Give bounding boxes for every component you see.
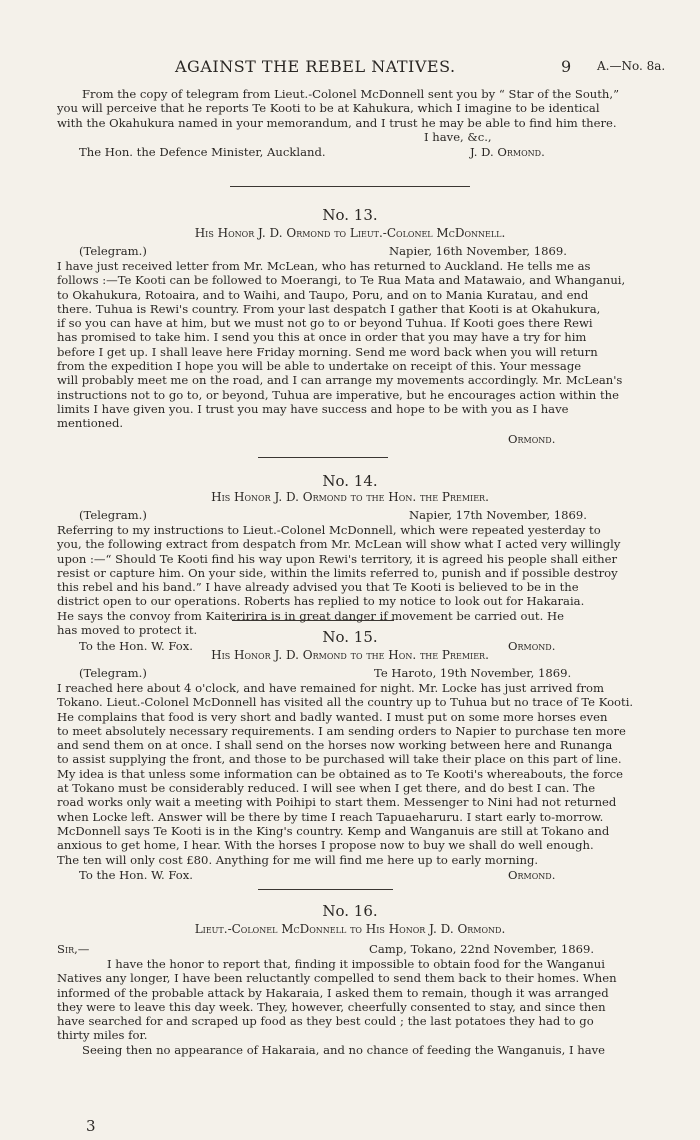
sheet-number: 3 <box>86 1117 96 1135</box>
section-divider <box>232 620 394 621</box>
body-line: if so you can have at him, but we must not go to or beyond Tuhua. If Kooti goes there Rewi <box>57 316 593 331</box>
intro-closing: I have, &c., <box>424 130 492 144</box>
section-heading-13: No. 13. <box>322 206 378 224</box>
body-line: Tokano. Lieut.-Colonel McDonnell has visited all the country up to Tuhua but no trace of Te Kooti. <box>57 695 634 710</box>
body-line: Natives any longer, I have been reluctantly compelled to send them back to their homes. When <box>57 971 617 986</box>
body-line: anxious to get home, I hear. With the horses I propose now to buy we shall do well enough. <box>57 838 594 853</box>
letter-meta-16 <box>57 942 653 957</box>
section-subheading-15: His Honor J. D. Ormond to the Hon. the Premier. <box>211 648 489 662</box>
body-line: instructions not to go to, or beyond, Tuhua are imperative, but he encourages action within the <box>57 387 619 402</box>
body-line: at Tokano must be considerably reduced. I will see when I get there, and do best I can. The <box>57 781 596 796</box>
place-date: Te Haroto, 19th November, 1869. <box>374 666 572 680</box>
telegram-label: (Telegram.) <box>79 244 147 258</box>
section-subheading-16: Lieut.-Colonel McDonnell to His Honor J. D. Ormond. <box>194 922 506 936</box>
section-divider <box>230 186 470 187</box>
section-subheading-13: His Honor J. D. Ormond to Lieut.-Colonel McDonnell. <box>194 226 506 240</box>
body-line: will probably meet me on the road, and I can arrange my movements accordingly. Mr. McLean's <box>57 373 623 388</box>
body-line: when Locke left. Answer will be there by time I reach Tapuaeharuru. I start early to-morrow. <box>57 809 604 824</box>
body-line: has moved to protect it. <box>57 623 198 638</box>
body-line: district open to our operations. Roberts has replied to my notice to look out for Hakaraia. <box>57 594 585 609</box>
telegram-meta-15 <box>57 666 653 681</box>
addressee: To the Hon. W. Fox. <box>79 868 193 882</box>
intro-addressee: The Hon. the Defence Minister, Auckland. <box>79 145 326 159</box>
body-line: limits I have given you. I trust you may have success and hope to be with you as I have <box>57 401 569 416</box>
section-body-13 <box>57 259 653 431</box>
body-line: to meet absolutely necessary requirements. I am sending orders to Napier to purchase ten more <box>57 723 626 738</box>
document-reference: A.—No. 8a. <box>597 59 666 73</box>
body-line: road works only wait a meeting with Poihipi to start them. Messenger to Nini had not returned <box>57 795 617 810</box>
place-date: Napier, 17th November, 1869. <box>409 508 587 522</box>
section-divider <box>258 457 388 458</box>
addressee: To the Hon. W. Fox. <box>79 639 193 653</box>
telegram-meta-13 <box>57 244 653 259</box>
body-line: they were to leave this day week. They, however, cheerfully consented to stay, and since then <box>57 999 606 1014</box>
body-line: resist or capture him. On your side, within the limits referred to, punish and if possible destroy <box>57 565 618 580</box>
body-line: has promised to take him. I send you this at once in order that you may have a try for him <box>57 330 587 345</box>
section-heading-15: No. 15. <box>322 628 378 646</box>
body-line: you, the following extract from despatch from Mr. McLean will show what I acted very willingly <box>57 537 621 552</box>
intro-signature: J. D. Ormond. <box>470 145 545 159</box>
intro-paragraph <box>57 87 653 130</box>
body-line: thirty miles for. <box>57 1028 148 1043</box>
section-footer-15 <box>57 868 653 883</box>
salutation: Sir,— <box>57 942 90 956</box>
signature-14: Ormond. <box>508 639 556 653</box>
section-heading-14: No. 14. <box>322 472 378 490</box>
intro-footer-row <box>57 145 653 160</box>
section-body-15 <box>57 681 653 867</box>
running-title: AGAINST THE REBEL NATIVES. <box>175 57 456 76</box>
body-line: before I get up. I shall leave here Friday morning. Send me word back when you will return <box>57 344 598 359</box>
body-line: Referring to my instructions to Lieut.-Colonel McDonnell, which were repeated yesterday to <box>57 523 601 537</box>
body-line: The ten will only cost £80. Anything for me will find me here up to early morning. <box>57 852 539 867</box>
place-date: Camp, Tokano, 22nd November, 1869. <box>369 942 595 956</box>
telegram-label: (Telegram.) <box>79 666 147 680</box>
body-line: McDonnell says Te Kooti is in the King's country. Kemp and Wanganuis are still at Tokano and <box>57 823 610 838</box>
body-line: He complains that food is very short and badly wanted. I must put on some more horses even <box>57 709 608 724</box>
body-line: I reached here about 4 o'clock, and have remained for night. Mr. Locke has just arrived from <box>57 681 605 695</box>
body-line: from the expedition I hope you will be able to undertake on receipt of this. Your message <box>57 359 582 374</box>
body-line: and send them on at once. I shall send on the horses now working between here and Runanga <box>57 738 613 753</box>
body-line: I have just received letter from Mr. McLean, who has returned to Auckland. He tells me as <box>57 259 591 273</box>
body-line: mentioned. <box>57 416 124 431</box>
intro-line: From the copy of telegram from Lieut.-Colonel McDonnell sent you by “ Star of the South,” <box>82 87 620 101</box>
page-header <box>0 57 700 77</box>
body-line: this rebel and his band.” I have already advised you that Te Kooti is believed to be in the <box>57 580 579 595</box>
body-line: have searched for and scraped up food as they best could ; the last potatoes they had to go <box>57 1014 594 1029</box>
section-heading-16: No. 16. <box>322 902 378 920</box>
section-body-16 <box>57 957 653 1057</box>
body-line: upon :—“ Should Te Kooti find his way upon Rewi's territory, it is agreed his people shall either <box>57 551 618 566</box>
intro-line: you will perceive that he reports Te Kooti to be at Kahukura, which I imagine to be identical <box>57 101 600 116</box>
body-line: to Okahukura, Rotoaira, and to Waihi, and Taupo, Poru, and on to Mania Kuratau, and end <box>57 287 589 302</box>
telegram-label: (Telegram.) <box>79 508 147 522</box>
section-divider <box>258 889 393 890</box>
body-line: He says the convoy from Kaiteririra is in great danger if movement be carried out. He <box>57 608 564 623</box>
body-line: My idea is that unless some information can be obtained as to Te Kooti's whereabouts, the force <box>57 766 624 781</box>
page-number: 9 <box>561 57 572 76</box>
body-line: to assist supplying the front, and those to be purchased will take their place on this part of line. <box>57 752 622 767</box>
signature-13: Ormond. <box>508 432 556 446</box>
place-date: Napier, 16th November, 1869. <box>389 244 567 258</box>
signature-15: Ormond. <box>508 868 556 882</box>
body-line: there. Tuhua is Rewi's country. From your last despatch I gather that Kooti is at Okahukura, <box>57 301 601 316</box>
body-line: Seeing then no appearance of Hakaraia, and no chance of feeding the Wanganuis, I have <box>82 1042 606 1057</box>
intro-line: with the Okahukura named in your memorandum, and I trust he may be able to find him there. <box>57 115 617 130</box>
body-line: I have the honor to report that, finding it impossible to obtain food for the Wanganui <box>107 957 605 971</box>
body-line: follows :—Te Kooti can be followed to Moerangi, to Te Rua Mata and Matawaio, and Whanganui, <box>57 273 626 288</box>
body-line: informed of the probable attack by Hakaraia, I asked them to remain, though it was arranged <box>57 985 609 1000</box>
section-subheading-14: His Honor J. D. Ormond to the Hon. the Premier. <box>211 490 489 504</box>
telegram-meta-14 <box>57 508 653 523</box>
